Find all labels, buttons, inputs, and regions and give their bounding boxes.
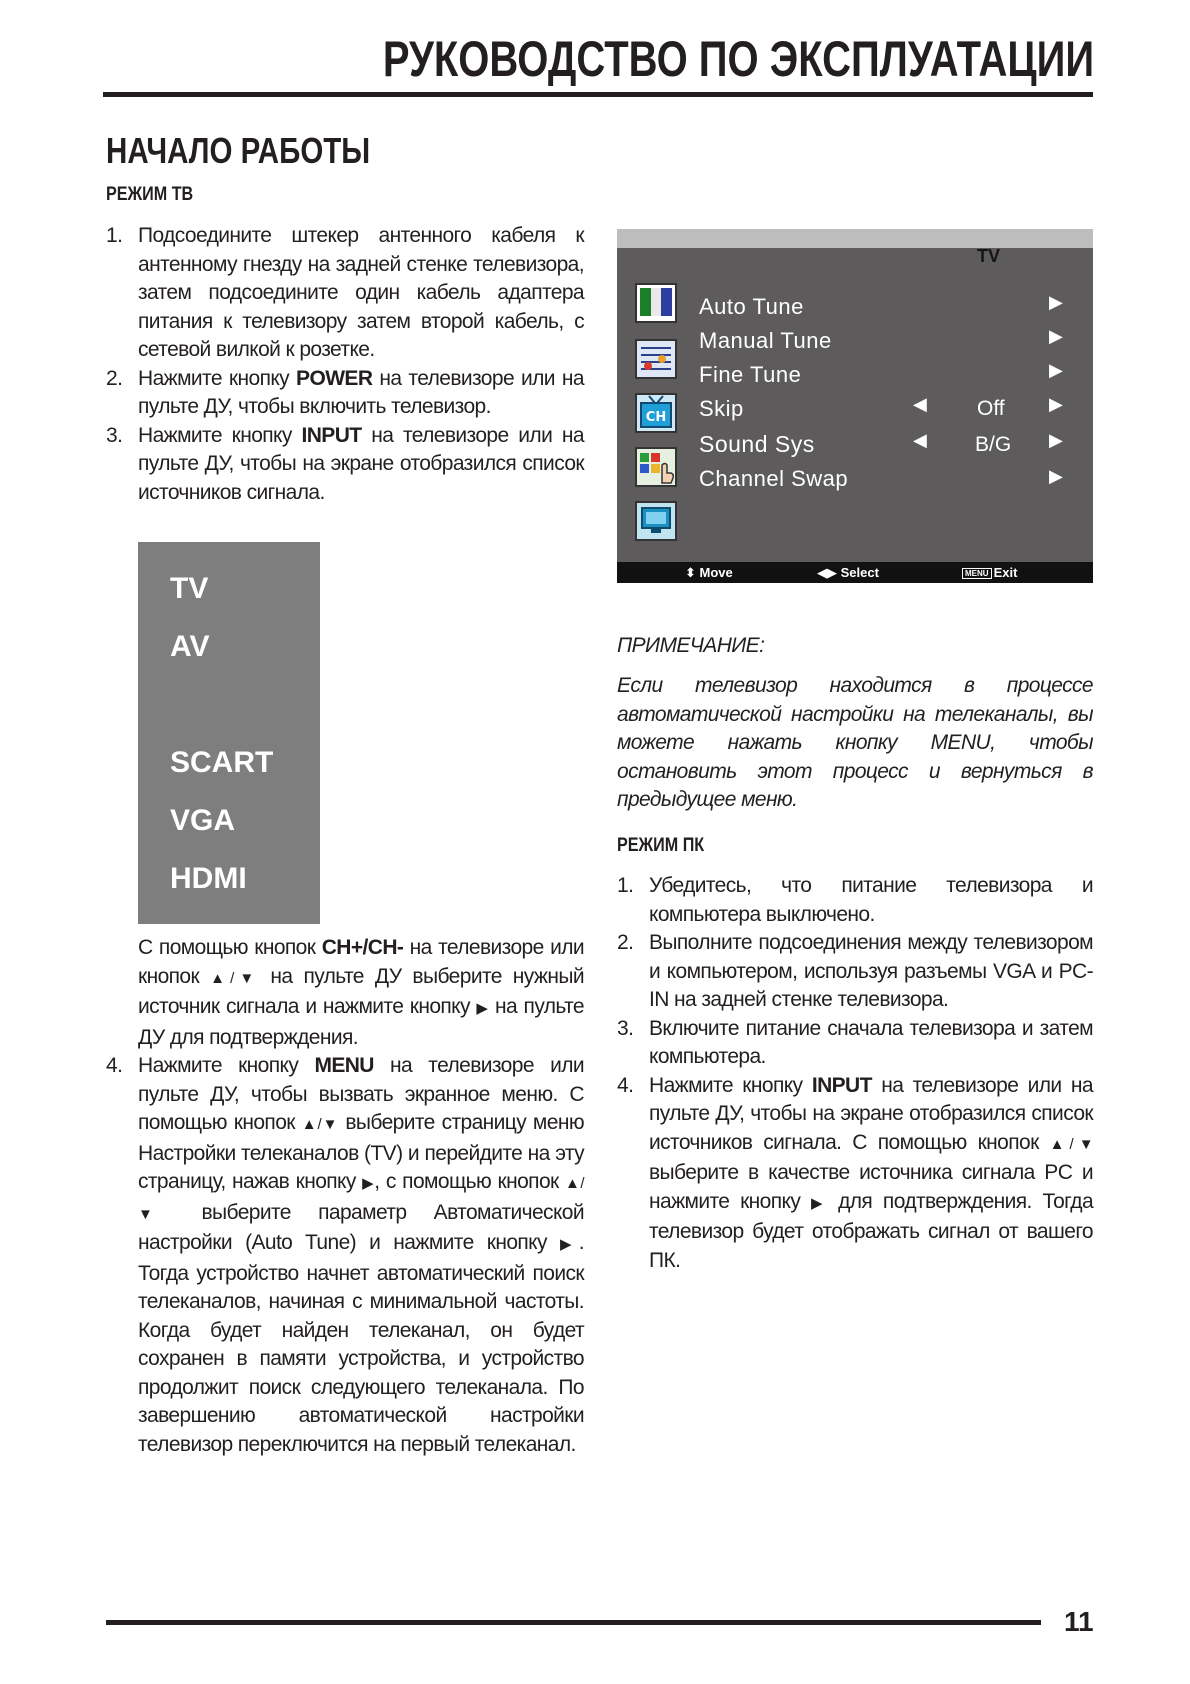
osd-row-skip[interactable]: Skip [699,396,744,421]
chevron-right-icon: ▶ [1049,466,1063,486]
source-select-instructions: С помощью кнопок CH+/CH- на телевизоре или кнопок ▲/▼ на пульте ДУ выберите нужный источник сигнала и нажмите кнопку ▶ на пульте ДУ для подтверждения. [138,936,585,1049]
tv-mode-steps [106,222,584,507]
chevron-right-icon[interactable]: ▶ [1049,430,1063,450]
chevron-right-icon[interactable]: ▶ [1049,394,1063,414]
source-vga: VGA [170,804,236,837]
osd-title: TV [977,246,1001,266]
pc-mode-steps [617,872,1093,1275]
right-arrow-icon: ▶ [559,1236,579,1253]
source-av: AV [170,630,210,663]
pc-step-3: 3. Включите питание сначала телевизора и затем компьютера. [617,1016,1093,1068]
tv-step-1: 1. Подсоедините штекер антенного кабеля к антенному гнезду на задней стенке телевизора, затем подсоедините один кабель адаптера питания к телевизору затем второй кабель, с сетевой вилкой к розетке. [106,224,584,361]
sound-sys-value: B/G [975,433,1012,456]
up-down-arrow-icon: ▲/▼ [1049,1135,1093,1153]
left-right-icon: ◀▶ [817,565,837,580]
source-scart: SCART [170,746,274,779]
osd-row-fine-tune[interactable]: Fine Tune [699,362,802,387]
tv-mode-heading: РЕЖИМ ТВ [106,184,194,205]
tv-step-3: 3. Нажмите кнопку INPUT на телевизоре или на пульте ДУ, чтобы на экране отобразился список источников сигнала. [106,423,584,504]
osd-exit-hint: MENU Exit [962,565,1017,580]
up-down-arrow-icon: ▲/▼ [210,969,260,987]
chevron-right-icon: ▶ [1049,292,1063,312]
menu-key-icon: MENU [962,568,992,579]
channel-icon [635,393,677,433]
osd-row-auto-tune[interactable]: Auto Tune [699,294,804,319]
osd-select-hint: ◀▶ Select [817,565,879,580]
right-arrow-icon: ▶ [476,1000,489,1017]
manual-title: РУКОВОДСТВО ПО ЭКСПЛУАТАЦИИ [382,31,1094,87]
note-text: Если телевизор находится в процессе автоматической настройки на телеканалы, вы можете нажать кнопку MENU, чтобы остановить этот процесс и вернуться в предыдущее меню. [617,674,1093,811]
osd-row-sound-sys[interactable]: Sound Sys [699,431,815,457]
skip-value: Off [977,397,1005,420]
footer-rule [106,1620,1041,1625]
screen-icon [635,501,677,541]
source-list-box [138,542,320,924]
chevron-right-icon: ▶ [1049,360,1063,380]
tv-step-2: 2. Нажмите кнопку POWER на телевизоре или на пульте ДУ, чтобы включить телевизор. [106,366,584,418]
input-key: INPUT [811,1073,872,1097]
tv-step-4: 4. Нажмите кнопку MENU на телевизоре или пульте ДУ, чтобы вызвать экранное меню. С помощью кнопок ▲/▼ выберите страницу меню Настройки телеканалов (TV) и перейдите на эту страницу, нажав кнопку ▶, с помощью кнопок ▲/▼ выберите параметр Автоматической настройки (Auto Tune) и нажмите кнопку ▶. Тогда устройство начнет автоматический поиск телеканалов, начиная с минимальной частоты. Когда будет найден телеканал, он будет сохранен в памяти устройства, и устройство продолжит поиск следующего телеканала. По завершению автоматической настройки телевизор переключится на первый телеканал. [106,1054,584,1456]
source-tv: TV [170,572,209,605]
osd-footer [617,562,1093,583]
tv-osd-menu [617,229,1093,583]
ch-key: CH+/CH- [321,936,404,959]
tv-mode-steps-cont [106,934,584,1459]
note-heading: ПРИМЕЧАНИЕ: [617,634,765,657]
osd-row-channel-swap[interactable]: Channel Swap [699,466,849,491]
osd-row-manual-tune[interactable]: Manual Tune [699,328,832,353]
power-key: POWER [296,366,373,390]
pc-step-2: 2. Выполните подсоединения между телевизором и компьютером, используя разъемы VGA и PC-IN на задней стенке телевизора. [617,931,1093,1011]
right-arrow-icon: ▶ [810,1194,828,1212]
chevron-left-icon[interactable]: ◀ [913,430,927,450]
header-rule [103,92,1093,97]
osd-move-hint: ⬍ Move [685,565,733,580]
function-icon [635,447,677,487]
picture-icon [635,283,677,323]
right-arrow-icon: ▶ [362,1175,375,1192]
page-number: 11 [1064,1606,1094,1637]
chevron-right-icon: ▶ [1049,326,1063,346]
section-title: НАЧАЛО РАБОТЫ [106,130,371,171]
up-down-icon: ⬍ [685,565,696,580]
chevron-left-icon[interactable]: ◀ [913,394,927,414]
svg-text:CH: CH [645,410,667,425]
osd-top-bar [617,229,1093,248]
sound-icon [635,339,677,379]
source-hdmi: HDMI [170,862,247,895]
pc-step-4: 4. Нажмите кнопку INPUT на телевизоре или на пульте ДУ, чтобы на экране отобразился список источников сигнала. С помощью кнопок ▲/▼ выберите в качестве источника сигнала PC и нажмите кнопку ▶ для подтверждения. Тогда телевизор будет отображать сигнал от вашего ПК. [617,1073,1094,1272]
up-down-arrow-icon: ▲/▼ [138,1175,584,1223]
input-key: INPUT [301,423,362,447]
up-down-arrow-icon: ▲/▼ [301,1116,339,1133]
menu-key: MENU [314,1054,374,1077]
pc-mode-heading: РЕЖИМ ПК [617,835,705,856]
pc-step-1: 1. Убедитесь, что питание телевизора и компьютера выключено. [617,874,1093,926]
